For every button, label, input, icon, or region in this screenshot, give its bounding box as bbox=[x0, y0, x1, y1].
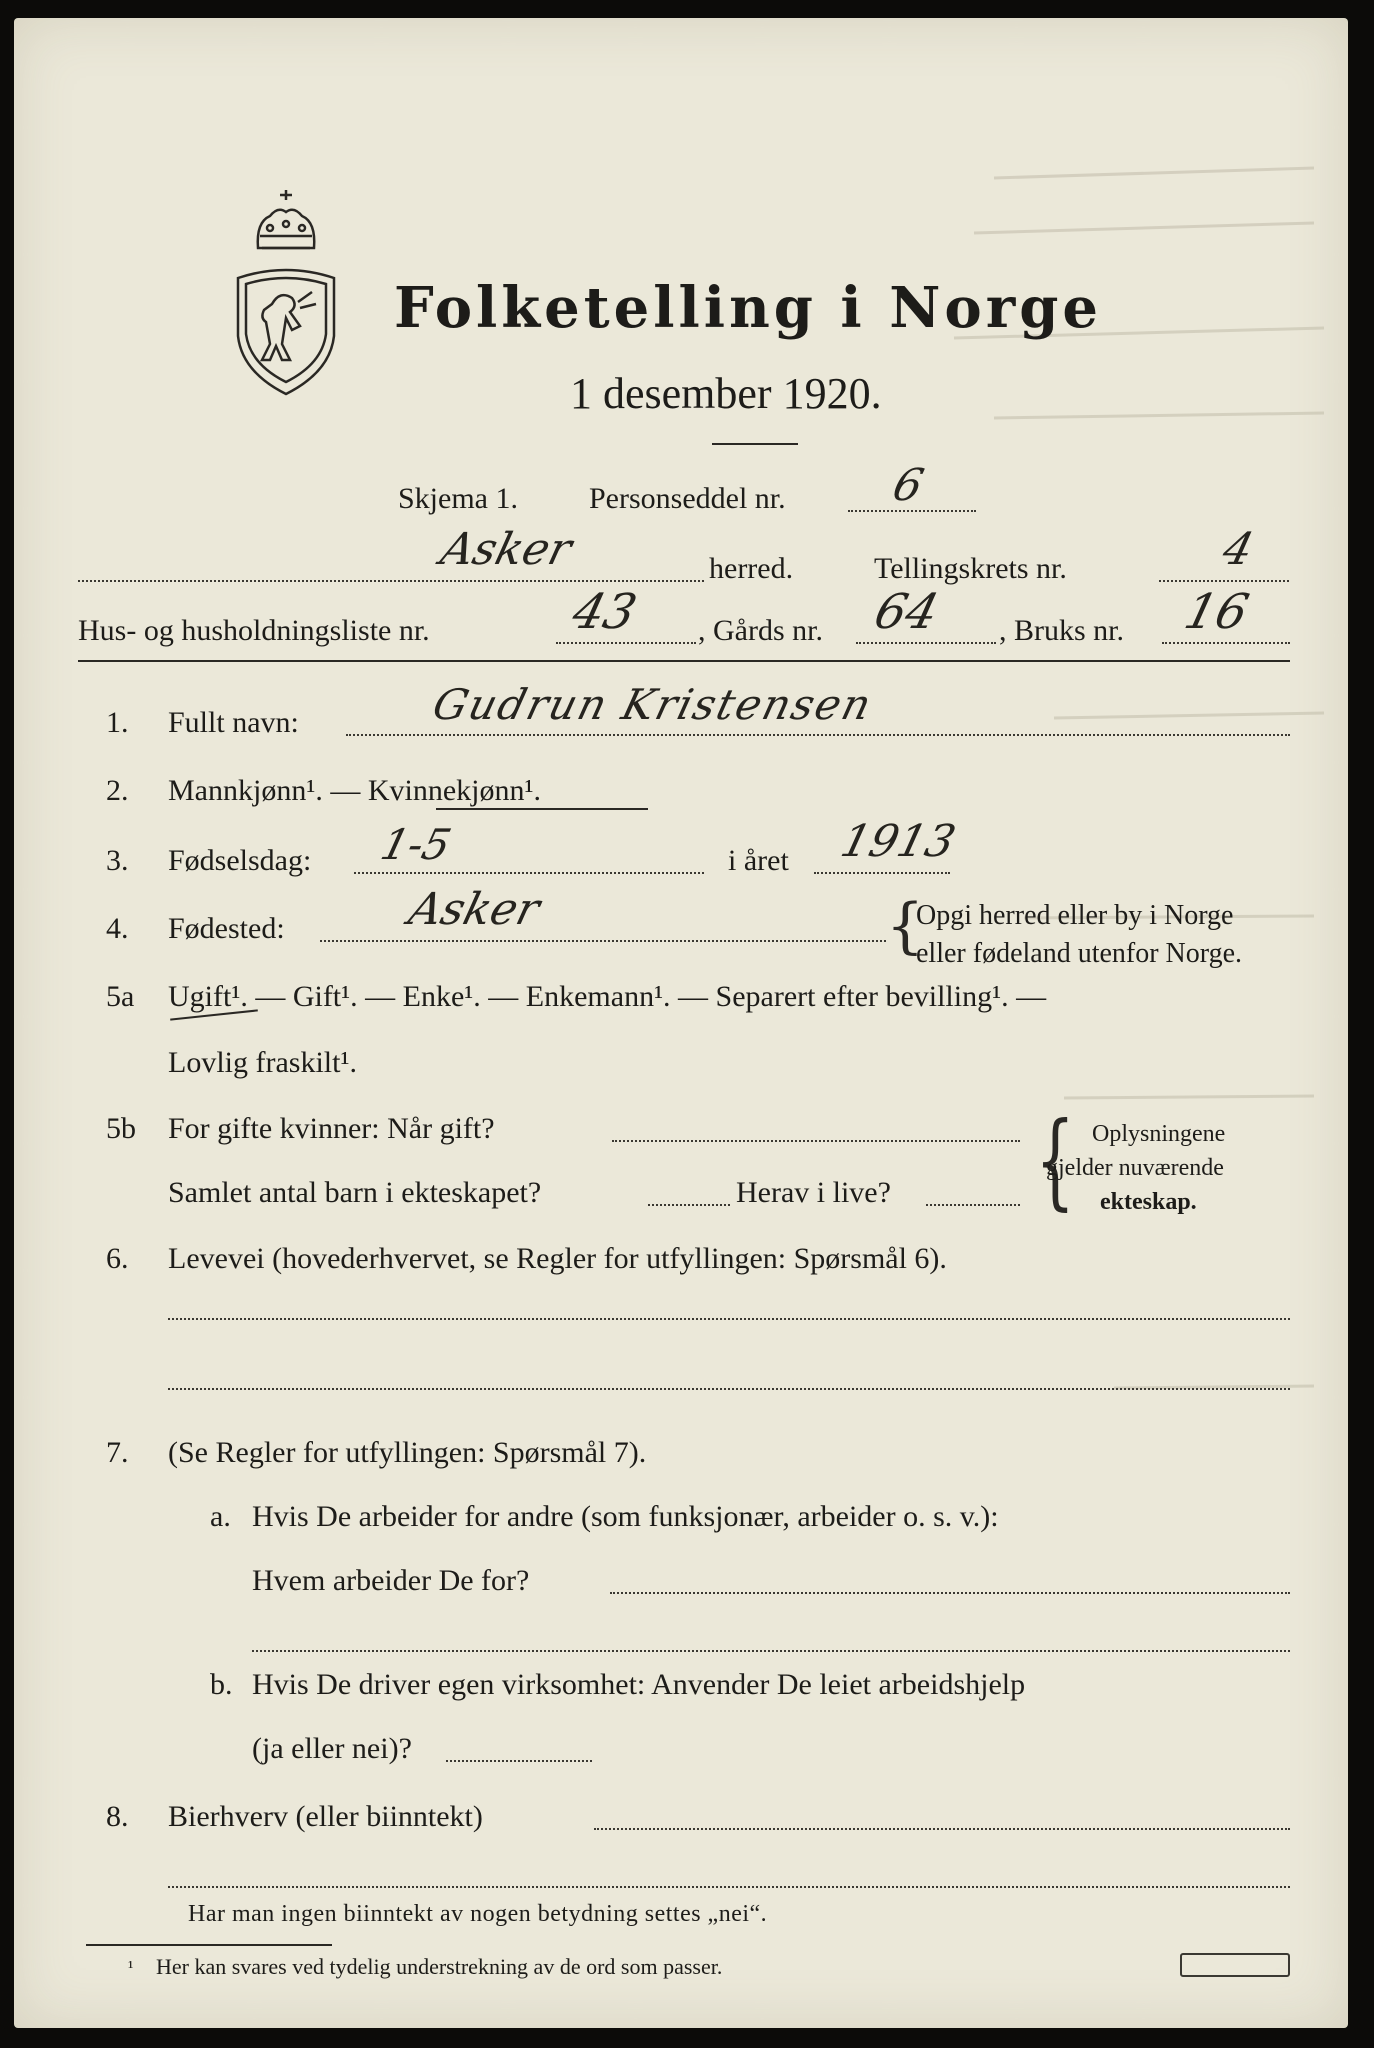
q6-line-1 bbox=[168, 1318, 1290, 1320]
q5b-line-1 bbox=[612, 1140, 1020, 1142]
q7a-number: a. bbox=[210, 1500, 231, 1533]
printer-stamp bbox=[1180, 1953, 1290, 1977]
q3-day-line bbox=[354, 872, 704, 874]
q7a-label-2: Hvem arbeider De for? bbox=[252, 1564, 530, 1597]
q1-label: Fullt navn: bbox=[168, 706, 299, 739]
q7b-label-2: (ja eller nei)? bbox=[252, 1732, 412, 1765]
q5b-note-1: Oplysningene bbox=[1092, 1121, 1226, 1147]
q3-number: 3. bbox=[106, 844, 129, 877]
q5b-label: For gifte kvinner: Når gift? bbox=[168, 1112, 495, 1145]
q4-label: Fødested: bbox=[168, 912, 285, 945]
q5b-line-2 bbox=[648, 1204, 730, 1206]
footnote-mark: ¹ bbox=[128, 1957, 134, 1977]
personseddel-label: Personseddel nr. bbox=[589, 482, 786, 515]
q7a-line-2 bbox=[252, 1650, 1290, 1652]
tellingskrets-value: 4 bbox=[1217, 524, 1259, 575]
section-divider bbox=[78, 660, 1290, 662]
personseddel-value: 6 bbox=[887, 460, 929, 511]
q5b-label-3: Herav i live? bbox=[736, 1176, 891, 1209]
q7-label: (Se Regler for utfyllingen: Spørsmål 7). bbox=[168, 1436, 647, 1469]
full-name-value: Gudrun Kristensen bbox=[428, 680, 878, 729]
form-title: Folketelling i Norge bbox=[394, 275, 1103, 341]
bruks-value: 16 bbox=[1179, 584, 1255, 640]
herred-line bbox=[78, 580, 704, 582]
header-divider bbox=[712, 443, 798, 445]
coat-of-arms-icon bbox=[226, 186, 346, 398]
q6-line-2 bbox=[168, 1388, 1290, 1390]
kvinnekjonn-underline bbox=[436, 808, 648, 810]
q3-label: Fødselsdag: bbox=[168, 844, 312, 877]
tellingskrets-label: Tellingskrets nr. bbox=[874, 552, 1067, 585]
q2-label: Mannkjønn¹. — Kvinnekjønn¹. bbox=[168, 774, 541, 807]
q7b-line bbox=[446, 1760, 592, 1762]
q7a-line-1 bbox=[610, 1592, 1290, 1594]
q5b-line-3 bbox=[926, 1204, 1020, 1206]
footnote-divider bbox=[86, 1944, 332, 1946]
q8-line-2 bbox=[168, 1886, 1290, 1888]
q1-line bbox=[346, 734, 1290, 736]
tellingskrets-line bbox=[1159, 580, 1289, 582]
q6-label: Levevei (hovederhvervet, se Regler for utfyllingen: Spørsmål 6). bbox=[168, 1242, 947, 1275]
q4-number: 4. bbox=[106, 912, 129, 945]
q5a-number: 5a bbox=[106, 980, 135, 1013]
q8-label: Bierhverv (eller biinntekt) bbox=[168, 1800, 483, 1833]
bruks-label: , Bruks nr. bbox=[999, 614, 1125, 647]
q1-number: 1. bbox=[106, 706, 129, 739]
skjema-label: Skjema 1. bbox=[398, 482, 518, 515]
census-form-sheet bbox=[14, 18, 1348, 2028]
q8-number: 8. bbox=[106, 1800, 129, 1833]
q2-number: 2. bbox=[106, 774, 129, 807]
husliste-label: Hus- og husholdningsliste nr. bbox=[78, 614, 430, 647]
birthplace-value: Asker bbox=[403, 884, 545, 935]
q3-year-label: i året bbox=[728, 844, 789, 877]
q5b-label-2: Samlet antal barn i ekteskapet? bbox=[168, 1176, 542, 1209]
census-date: 1 desember 1920. bbox=[570, 369, 882, 418]
q5b-brace: { bbox=[1035, 1099, 1075, 1221]
q4-brace: { bbox=[886, 891, 925, 961]
q8-note: Har man ingen biinntekt av nogen betydning settes „nei“. bbox=[188, 1901, 768, 1927]
footnote-text: Her kan svares ved tydelig understrekning av de ord som passer. bbox=[156, 1954, 723, 1979]
q5b-note-2: gjelder nuværende bbox=[1046, 1155, 1224, 1181]
herred-label: herred. bbox=[709, 552, 794, 585]
q8-line-1 bbox=[594, 1828, 1290, 1830]
q5b-number: 5b bbox=[106, 1112, 136, 1145]
husliste-value: 43 bbox=[567, 584, 643, 640]
husliste-line bbox=[556, 642, 696, 644]
birth-year-value: 1913 bbox=[835, 816, 961, 867]
herred-value: Asker bbox=[435, 524, 577, 575]
q5b-note-3: ekteskap. bbox=[1100, 1189, 1197, 1215]
q7b-label: Hvis De driver egen virksomhet: Anvender De leiet arbeidshjelp bbox=[252, 1668, 1026, 1701]
q7a-label: Hvis De arbeider for andre (som funksjonær, arbeider o. s. v.): bbox=[252, 1500, 999, 1533]
q6-number: 6. bbox=[106, 1242, 129, 1275]
birth-day-value: 1-5 bbox=[376, 820, 456, 869]
q5a-label-2: Lovlig fraskilt¹. bbox=[168, 1046, 357, 1079]
q4-note-1: Opgi herred eller by i Norge bbox=[916, 900, 1234, 931]
q4-note-2: eller fødeland utenfor Norge. bbox=[916, 938, 1243, 969]
q7b-number: b. bbox=[210, 1668, 233, 1701]
q5a-label: Ugift¹. — Gift¹. — Enke¹. — Enkemann¹. — Separert efter bevilling¹. — bbox=[168, 980, 1047, 1013]
q7-number: 7. bbox=[106, 1436, 129, 1469]
gards-value: 64 bbox=[869, 584, 945, 640]
gards-label: , Gårds nr. bbox=[698, 614, 823, 647]
q4-line bbox=[320, 940, 886, 942]
gards-line bbox=[856, 642, 996, 644]
bruks-line bbox=[1162, 642, 1290, 644]
q3-year-line bbox=[814, 872, 950, 874]
